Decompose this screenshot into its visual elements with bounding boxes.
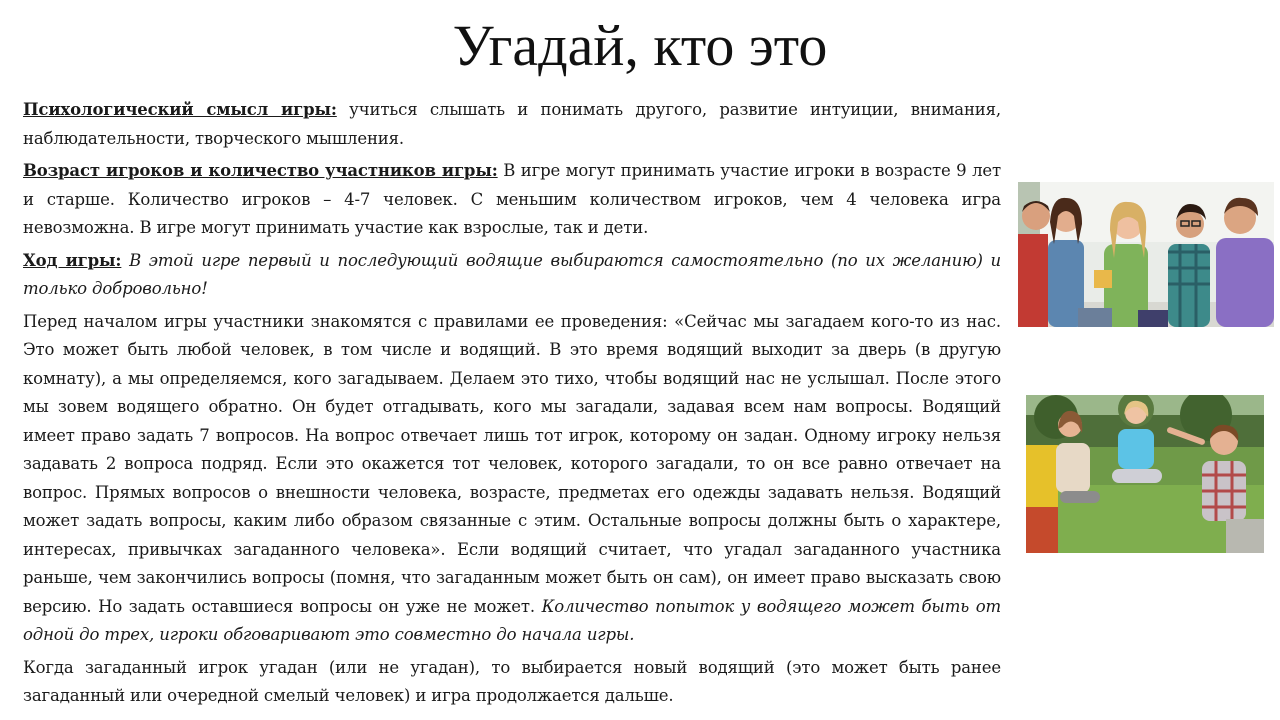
photo-children-on-grass <box>1026 395 1264 553</box>
paragraph-age-text: В игре могут принимать участие игроки в возрасте 9 лет и старше. Количество игроков – 4-7 человек. С меньшим количеством игроков, чем 4 человека игра невозможна. В игре могут принимать участие как взрослые, так и дети. <box>23 161 1001 237</box>
paragraph-course-text: В этой игре первый и последующий водящие выбираются самостоятельно (по их желанию) и только добровольно! <box>23 250 1001 298</box>
paragraph-age-heading: Возраст игроков и количество участников игры: <box>23 161 498 180</box>
photo-teens-talking <box>1018 182 1274 327</box>
paragraph-meaning <box>23 96 1001 153</box>
paragraph-rules-italic: Количество попыток у водящего может быть от одной до трех, игроки обговаривают это совместно до начала игры. <box>23 596 1001 644</box>
text-body <box>23 96 1001 715</box>
paragraph-course-heading: Ход игры: <box>23 250 122 270</box>
paragraph-rules-text: Перед началом игры участники знакомятся с правилами ее проведения: «Сейчас мы загадаем кого-то из нас. Это может быть любой человек, в том числе и водящий. В это время водящий выходит за дверь (в другую комнату), а мы определяемся, кого загадываем. Делаем это тихо, чтобы водящий нас не услышал. После этого мы зовем водящего обратно. Он будет отгадывать, кого мы загадали, задавая всем нам вопросы. Водящий имеет право задать 7 вопросов. На вопрос отвечает лишь тот игрок, которому он задан. Одному игроку нельзя задавать 2 вопроса подряд. Если это окажется тот человек, которого загадали, то он все равно отвечает на вопрос. Прямых вопросов о внешности человека, возрасте, предметах его одежды задавать нельзя. Водящий может задать вопросы, каким либо образом связанные с этим. Остальные вопросы должны быть о характере, интересах, привычках загаданного человека». Если водящий считает, что угадал загаданного участника раньше, чем закончились вопросы (помня, что загаданным может быть он сам), он имеет право высказать свою версию. Но задать оставшиеся вопросы он уже не может. <box>23 311 1001 616</box>
paragraph-meaning-text: учиться слышать и понимать другого, развитие интуиции, внимания, наблюдательности, творческого мышления. <box>23 100 1001 148</box>
paragraph-meaning-heading: Психологический смысл игры: <box>23 100 337 119</box>
paragraph-age <box>23 157 1001 243</box>
paragraph-next-round-text: Когда загаданный игрок угадан (или не угадан), то выбирается новый водящий (это может быть ранее загаданный или очередной смелый человек) и игра продолжается дальше. <box>23 657 1001 705</box>
slide-title: Угадай, кто это <box>452 13 828 78</box>
paragraph-rules <box>23 308 1001 650</box>
paragraph-next-round <box>23 654 1001 711</box>
paragraph-course <box>23 247 1001 304</box>
